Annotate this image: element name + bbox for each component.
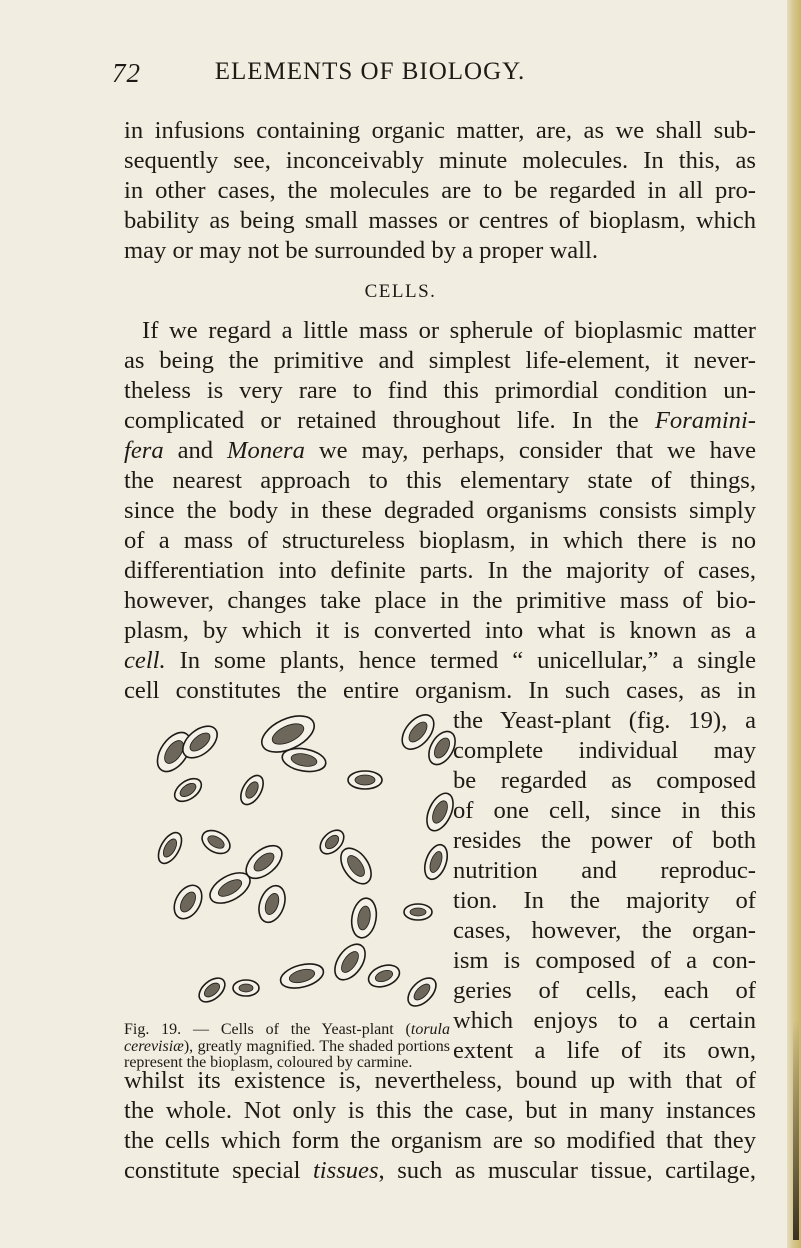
- body-line: whilst its existence is, nevertheless, bound up with that of: [124, 1067, 756, 1094]
- yeast-cell: [420, 842, 451, 883]
- yeast-cell: [335, 843, 378, 890]
- yeast-cell: [169, 880, 208, 923]
- yeast-cells-illustration: [122, 690, 462, 1016]
- wrapped-line: geries of cells, each of: [453, 977, 756, 1004]
- yeast-cell: [422, 789, 459, 835]
- yeast-cell: [198, 826, 234, 858]
- page-edge: [787, 0, 801, 1248]
- italic-term: fera: [124, 437, 164, 464]
- yeast-cell: [366, 961, 403, 991]
- page-edge-shadow: [793, 1020, 799, 1240]
- text-run: and: [163, 437, 228, 464]
- yeast-cell: [403, 973, 441, 1011]
- body-line: bability as being small masses or centres of bioplasm, which: [124, 207, 756, 234]
- yeast-cell: [254, 882, 290, 926]
- text-run: complicated or retained throughout life. In the: [124, 407, 655, 434]
- body-line: sequently see, inconceivably minute molecules. In this, as: [124, 147, 756, 174]
- body-line: If we regard a little mass or spherule of bioplasmic matter: [142, 317, 756, 344]
- body-line: in other cases, the molecules are to be regarded in all pro-: [124, 177, 756, 204]
- wrapped-line: which enjoys to a certain: [453, 1007, 756, 1034]
- yeast-cell: [348, 771, 382, 789]
- figure-caption: [124, 1022, 450, 1072]
- wrapped-line: be regarded as composed: [453, 767, 756, 794]
- page-number: 72: [112, 58, 141, 88]
- wrapped-line: ism is composed of a con-: [453, 947, 756, 974]
- yeast-cell: [195, 973, 230, 1006]
- yeast-cell: [404, 904, 432, 920]
- yeast-cell: [154, 829, 187, 867]
- page-header: [0, 56, 801, 96]
- body-line: in infusions containing organic matter, are, as we shall sub-: [124, 117, 756, 144]
- italic-term: cell.: [124, 647, 166, 674]
- caption-text: ), greatly magnified. The shaded portions represent the bioplasm, coloured by carmine.: [124, 1037, 450, 1071]
- wrapped-line: cases, however, the organ-: [453, 917, 756, 944]
- body-line: the cells which form the organism are so modified that they: [124, 1127, 756, 1154]
- body-line: of a mass of structureless bioplasm, in which there is no: [124, 527, 756, 554]
- yeast-cell: [278, 960, 326, 993]
- wrapped-line: extent a life of its own,: [453, 1037, 756, 1064]
- text-run: , such as muscular tissue, cartilage,: [378, 1157, 756, 1184]
- yeast-cell: [329, 939, 372, 986]
- yeast-cell: [236, 772, 268, 809]
- wrapped-line: tion. In the majority of: [453, 887, 756, 914]
- yeast-cells-figure: [122, 690, 462, 1016]
- yeast-cell: [349, 896, 380, 940]
- body-line: may or may not be surrounded by a proper wall.: [124, 237, 598, 264]
- body-line: [124, 406, 756, 436]
- wrapped-line: nutrition and reproduc-: [453, 857, 756, 884]
- italic-term: tissues: [312, 1157, 379, 1184]
- body-line: cell constitutes the entire organism. In such cases, as in: [124, 677, 756, 704]
- text-run: constitute special: [124, 1157, 313, 1184]
- body-line: [124, 436, 756, 466]
- wrapped-line: complete individual may: [453, 737, 756, 764]
- yeast-cell: [280, 745, 327, 774]
- italic-term: torula cerevisiæ: [124, 1021, 450, 1055]
- body-line: theless is very rare to find this primordial condition un-: [124, 377, 756, 404]
- body-line: as being the primitive and simplest life-element, it never-: [124, 347, 756, 374]
- caption-text: Fig. 19. — Cells of the Yeast-plant (: [124, 1021, 411, 1038]
- wrapped-line: resides the power of both: [453, 827, 756, 854]
- section-heading: CELLS.: [364, 281, 437, 302]
- body-line: since the body in these degraded organisms consists simply: [124, 497, 756, 524]
- body-line: differentiation into definite parts. In the majority of cases,: [124, 557, 756, 584]
- body-line: the nearest approach to this elementary state of things,: [124, 467, 756, 494]
- text-run: we may, perhaps, consider that we have: [304, 437, 756, 464]
- body-line: the whole. Not only is this the case, but in many instances: [124, 1097, 756, 1124]
- italic-term: Foramini-: [654, 407, 756, 434]
- body-line: plasm, by which it is converted into what is known as a: [124, 617, 756, 644]
- italic-term: Monera: [227, 437, 305, 464]
- yeast-cell: [233, 980, 259, 996]
- body-line: [124, 1156, 756, 1186]
- yeast-cell: [171, 774, 206, 806]
- running-head: ELEMENTS OF BIOLOGY.: [214, 58, 526, 85]
- text-run: In some plants, hence termed “ unicellular,” a single: [165, 647, 756, 674]
- wrapped-line: of one cell, since in this: [453, 797, 756, 824]
- body-line: [124, 646, 756, 676]
- body-line: however, changes take place in the primitive mass of bio-: [124, 587, 756, 614]
- wrapped-line: the Yeast-plant (fig. 19), a: [453, 707, 756, 734]
